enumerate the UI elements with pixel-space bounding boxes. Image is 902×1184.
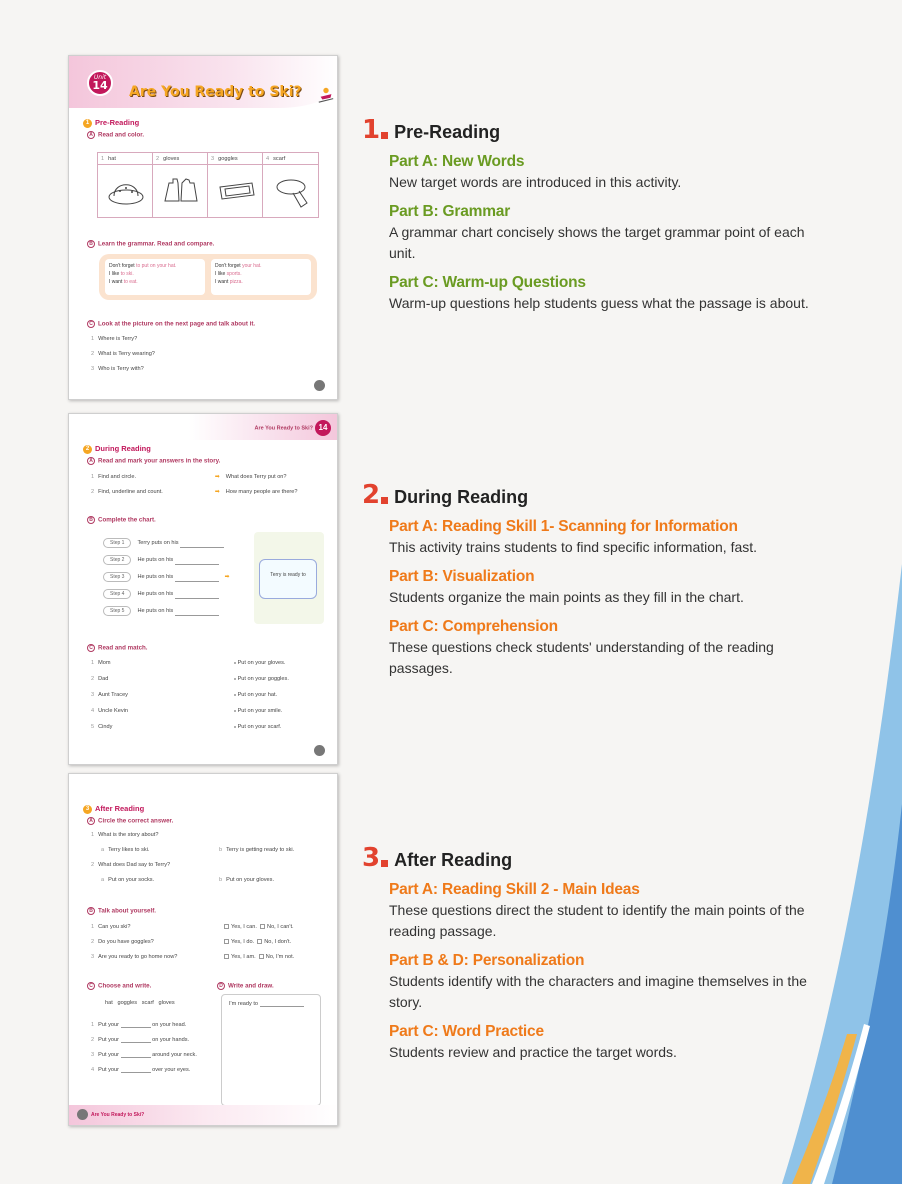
part-c-label: C Look at the picture on the next page and talk about it. — [87, 320, 255, 328]
scarf-icon — [271, 171, 311, 211]
bullet-square — [381, 132, 388, 139]
part-b-label: B Talk about yourself. — [87, 907, 156, 915]
list-item: 2 Put your on your hands. — [91, 1037, 190, 1043]
list-item: Put on your scarf. — [234, 724, 281, 730]
list-item: 2 Dad — [91, 676, 109, 682]
list-item: Step 2 He puts on his — [103, 555, 219, 565]
part-a-label: A Read and color. — [87, 131, 144, 139]
word-cell: 4 scarf — [263, 153, 318, 217]
part-item — [389, 617, 832, 679]
skier-icon — [317, 86, 335, 104]
list-item: a Put on your socks. — [101, 877, 155, 883]
pre-reading-page-thumbnail — [68, 55, 338, 400]
word-cell: 1 hat — [98, 153, 153, 217]
list-item: 4 Put your over your eyes. — [91, 1067, 191, 1073]
during-reading-page-thumbnail — [68, 413, 338, 765]
section-heading: 3 After Reading — [83, 804, 144, 814]
page-number-badge — [314, 380, 325, 391]
list-item: Step 4 He puts on his — [103, 589, 219, 599]
section-during-reading — [362, 480, 832, 679]
list-item: 1 Can you ski? — [91, 924, 131, 930]
list-item: Put on your goggles. — [234, 676, 289, 682]
list-item: 2 Do you have goggles? — [91, 939, 154, 945]
goggles-icon — [216, 171, 256, 211]
section-title: After Reading — [394, 850, 513, 870]
list-item: Yes, I do. No, I don't. — [224, 939, 291, 945]
list-item: ➡ What does Terry put on? — [215, 474, 287, 480]
part-description: These questions direct the student to identify the main points of the reading passage. — [389, 902, 805, 939]
section-number: 2 — [362, 480, 381, 510]
part-title: Part B: Visualization — [389, 568, 535, 585]
draw-box — [221, 994, 321, 1106]
part-c-label: C Choose and write. — [87, 982, 151, 990]
list-item: 1 What is the story about? — [91, 832, 159, 838]
list-item: 1 Where is Terry? — [91, 336, 138, 342]
hat-icon — [106, 171, 146, 211]
section-title: Pre-Reading — [394, 122, 501, 142]
part-item — [389, 202, 832, 264]
gloves-icon — [161, 171, 201, 211]
list-item: Step 5 He puts on his — [103, 606, 219, 616]
section-pre-reading — [362, 115, 832, 314]
list-item: ➡ How many people are there? — [215, 489, 298, 495]
word-cell: 3 goggles — [208, 153, 263, 217]
part-a-label: A Circle the correct answer. — [87, 817, 173, 825]
part-title: Part C: Warm-up Questions — [389, 274, 586, 291]
list-item: Yes, I can. No, I can't. — [224, 924, 294, 930]
part-item — [389, 273, 832, 314]
part-item — [389, 567, 832, 608]
part-item — [389, 880, 832, 942]
grammar-chart: Don't forget to put on your hat. I like to ski. I want to eat. Don't forget your hat. I like sports. I want pizza. — [99, 254, 317, 300]
part-title: Part C: Word Practice — [389, 1023, 544, 1040]
unit-title: Are You Ready to Ski? — [129, 84, 302, 100]
part-description: Students review and practice the target words. — [389, 1044, 677, 1060]
part-title: Part A: Reading Skill 1- Scanning for Information — [389, 518, 738, 535]
part-b-label: B Complete the chart. — [87, 516, 156, 524]
word-choices: hat goggles scarf gloves — [105, 1000, 175, 1006]
word-table — [97, 152, 319, 218]
list-item: 3 Are you ready to go home now? — [91, 954, 178, 960]
list-item: b Put on your gloves. — [219, 877, 275, 883]
part-item — [389, 152, 832, 193]
after-reading-page-thumbnail — [68, 773, 338, 1126]
list-item: Put on your hat. — [234, 692, 277, 698]
page-footer: Are You Ready to Ski? — [69, 1105, 338, 1125]
part-item — [389, 517, 832, 558]
list-item: 3 Who is Terry with? — [91, 366, 144, 372]
unit-badge: Unit 14 — [87, 70, 113, 96]
list-item: 1 Find and circle. — [91, 474, 137, 480]
part-title: Part A: New Words — [389, 153, 525, 170]
list-item: 5 Cindy — [91, 724, 113, 730]
list-item: Put on your gloves. — [234, 660, 285, 666]
part-description: New target words are introduced in this activity. — [389, 174, 682, 190]
part-description: This activity trains students to find specific information, fast. — [389, 539, 758, 555]
part-a-label: A Read and mark your answers in the story. — [87, 457, 220, 465]
list-item: 3 Put your around your neck. — [91, 1052, 197, 1058]
draw-prompt: I'm ready to — [229, 1001, 304, 1007]
list-item: 1 Mom — [91, 660, 111, 666]
part-d-label: D Write and draw. — [217, 982, 274, 990]
list-item: 2 What does Dad say to Terry? — [91, 862, 171, 868]
list-item: a Terry likes to ski. — [101, 847, 150, 853]
part-description: These questions check students' understanding of the reading passages. — [389, 639, 774, 676]
part-description: A grammar chart concisely shows the target grammar point of each unit. — [389, 224, 805, 261]
section-title: During Reading — [394, 487, 529, 507]
part-c-label: C Read and match. — [87, 644, 148, 652]
list-item: 3 Aunt Tracey — [91, 692, 128, 698]
list-item: 4 Uncle Kevin — [91, 708, 128, 714]
section-heading: 1 Pre-Reading — [83, 118, 139, 128]
section-number: 3 — [362, 843, 381, 873]
part-b-label: B Learn the grammar. Read and compare. — [87, 240, 214, 248]
part-title: Part B: Grammar — [389, 203, 511, 220]
bullet-square — [381, 497, 388, 504]
list-item: 2 Find, underline and count. — [91, 489, 163, 495]
section-number: 1 — [362, 115, 381, 145]
ready-box: Terry is ready to — [259, 559, 317, 599]
list-item: Yes, I am. No, I'm not. — [224, 954, 294, 960]
word-cell: 2 gloves — [153, 153, 208, 217]
part-title: Part C: Comprehension — [389, 618, 558, 635]
bullet-square — [381, 860, 388, 867]
part-title: Part B & D: Personalization — [389, 952, 585, 969]
list-item: b Terry is getting ready to ski. — [219, 847, 295, 853]
list-item: Step 3 He puts on his ➡ — [103, 572, 235, 582]
part-item — [389, 951, 832, 1013]
list-item: 1 Put your on your head. — [91, 1022, 187, 1028]
list-item: Put on your smile. — [234, 708, 282, 714]
part-description: Students organize the main points as they fill in the chart. — [389, 589, 744, 605]
page-number-badge — [314, 745, 325, 756]
part-description: Warm-up questions help students guess what the passage is about. — [389, 295, 809, 311]
list-item: Step 1 Terry puts on his — [103, 538, 224, 548]
page-header: Are You Ready to Ski? 14 — [255, 420, 331, 436]
part-description: Students identify with the characters and imagine themselves in the story. — [389, 973, 807, 1010]
part-item — [389, 1022, 832, 1063]
section-heading: 2 During Reading — [83, 444, 151, 454]
section-after-reading — [362, 843, 832, 1063]
part-title: Part A: Reading Skill 2 - Main Ideas — [389, 881, 640, 898]
list-item: 2 What is Terry wearing? — [91, 351, 155, 357]
